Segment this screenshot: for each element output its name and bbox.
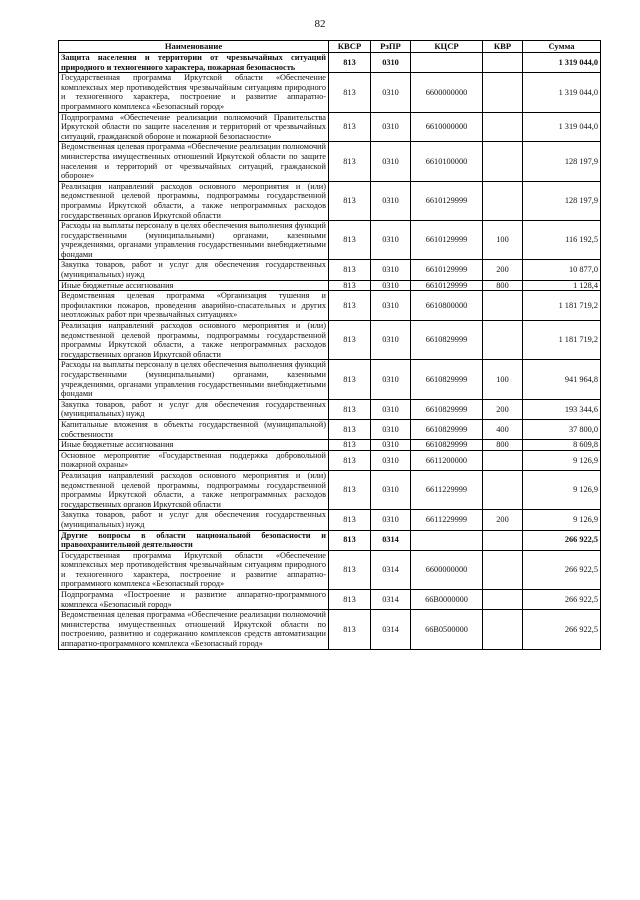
cell-kvsr: 813 — [329, 510, 371, 530]
cell-kcsr: 6610129999 — [411, 280, 483, 291]
cell-kvsr: 813 — [329, 53, 371, 73]
cell-kvsr: 813 — [329, 321, 371, 360]
cell-kvsr: 813 — [329, 550, 371, 589]
cell-sum: 941 964,8 — [523, 360, 601, 399]
cell-name: Реализация направлений расходов основного мероприятия и (или) ведомственной целевой программы, подпрограммы государственной программы Иркутской области, а также непрограммных расходов государственных органов Иркутской области — [59, 470, 329, 509]
cell-kvr — [483, 181, 523, 220]
table-row — [59, 450, 601, 470]
cell-kvsr: 813 — [329, 610, 371, 649]
cell-kcsr: 66В0000000 — [411, 590, 483, 610]
cell-kvsr: 813 — [329, 419, 371, 439]
cell-kvsr: 813 — [329, 260, 371, 280]
table-body — [59, 53, 601, 650]
table-row — [59, 530, 601, 550]
cell-rzpr: 0310 — [371, 291, 411, 321]
cell-name: Государственная программа Иркутской области «Обеспечение комплексных мер противодействия чрезвычайным ситуациям природного и техногенного характера, построение и развитие аппаратно-программного комплекса «Безопасный город» — [59, 73, 329, 112]
header-name: Наименование — [59, 41, 329, 53]
cell-kvr: 200 — [483, 260, 523, 280]
cell-rzpr: 0314 — [371, 590, 411, 610]
cell-sum: 128 197,9 — [523, 142, 601, 181]
cell-sum: 1 128,4 — [523, 280, 601, 291]
cell-sum: 193 344,6 — [523, 399, 601, 419]
cell-name: Ведомственная целевая программа «Обеспечение реализации полномочий министерства имущественных отношений Иркутской области по защите населения и территорий от чрезвычайных ситуаций, гражданской обороне» — [59, 142, 329, 181]
table-row — [59, 419, 601, 439]
cell-sum: 116 192,5 — [523, 221, 601, 260]
cell-sum: 8 609,8 — [523, 440, 601, 451]
cell-rzpr: 0310 — [371, 73, 411, 112]
cell-kcsr: 6610829999 — [411, 399, 483, 419]
cell-kcsr: 6611200000 — [411, 450, 483, 470]
cell-kvr — [483, 112, 523, 142]
cell-sum: 1 181 719,2 — [523, 291, 601, 321]
table-row — [59, 440, 601, 451]
table-row — [59, 291, 601, 321]
cell-kvsr: 813 — [329, 142, 371, 181]
table-row — [59, 470, 601, 509]
header-rzpr: РзПР — [371, 41, 411, 53]
cell-name: Защита населения и территории от чрезвычайных ситуаций природного и техногенного характера, пожарная безопасность — [59, 53, 329, 73]
cell-kvr — [483, 450, 523, 470]
cell-kvr — [483, 321, 523, 360]
header-kvsr: КВСР — [329, 41, 371, 53]
cell-rzpr: 0314 — [371, 550, 411, 589]
cell-rzpr: 0310 — [371, 321, 411, 360]
cell-rzpr: 0310 — [371, 142, 411, 181]
cell-sum: 266 922,5 — [523, 530, 601, 550]
cell-rzpr: 0310 — [371, 399, 411, 419]
header-kcsr: КЦСР — [411, 41, 483, 53]
table-row — [59, 221, 601, 260]
cell-kvr — [483, 530, 523, 550]
cell-name: Ведомственная целевая программа «Организация тушения и профилактики пожаров, проведения аварийно-спасательных и других неотложных работ при чрезвычайных ситуациях» — [59, 291, 329, 321]
cell-kvr: 200 — [483, 399, 523, 419]
cell-kcsr: 6610100000 — [411, 142, 483, 181]
cell-rzpr: 0310 — [371, 360, 411, 399]
cell-kvr: 100 — [483, 360, 523, 399]
cell-kcsr: 6611229999 — [411, 510, 483, 530]
cell-kvsr: 813 — [329, 450, 371, 470]
cell-kvr — [483, 610, 523, 649]
cell-sum: 9 126,9 — [523, 470, 601, 509]
cell-rzpr: 0310 — [371, 260, 411, 280]
cell-rzpr: 0310 — [371, 450, 411, 470]
cell-kvr — [483, 291, 523, 321]
cell-kvsr: 813 — [329, 73, 371, 112]
table-row — [59, 181, 601, 220]
cell-kcsr: 6600000000 — [411, 73, 483, 112]
cell-rzpr: 0310 — [371, 470, 411, 509]
cell-sum: 266 922,5 — [523, 610, 601, 649]
cell-kcsr — [411, 53, 483, 73]
cell-name: Другие вопросы в области национальной безопасности и правоохранительной деятельности — [59, 530, 329, 550]
table-row — [59, 399, 601, 419]
cell-name: Расходы на выплаты персоналу в целях обеспечения выполнения функций государственными (муниципальными) органами, казенными учреждениями, органами управления государственными внебюджетными фондами — [59, 360, 329, 399]
cell-name: Капитальные вложения в объекты государственной (муниципальной) собственности — [59, 419, 329, 439]
table-row — [59, 280, 601, 291]
cell-kvsr: 813 — [329, 440, 371, 451]
header-kvr: КВР — [483, 41, 523, 53]
table-row — [59, 590, 601, 610]
table-row — [59, 260, 601, 280]
table-row — [59, 550, 601, 589]
cell-sum: 1 319 044,0 — [523, 53, 601, 73]
table-row — [59, 360, 601, 399]
cell-kcsr — [411, 530, 483, 550]
table-row — [59, 112, 601, 142]
cell-rzpr: 0310 — [371, 280, 411, 291]
cell-sum: 266 922,5 — [523, 550, 601, 589]
cell-name: Подпрограмма «Построение и развитие аппаратно-программного комплекса «Безопасный город» — [59, 590, 329, 610]
header-sum: Сумма — [523, 41, 601, 53]
cell-rzpr: 0310 — [371, 419, 411, 439]
table-row — [59, 510, 601, 530]
cell-kvsr: 813 — [329, 280, 371, 291]
cell-kcsr: 6610129999 — [411, 260, 483, 280]
cell-kvr — [483, 550, 523, 589]
cell-name: Закупка товаров, работ и услуг для обеспечения государственных (муниципальных) нужд — [59, 399, 329, 419]
cell-rzpr: 0310 — [371, 112, 411, 142]
cell-kvr — [483, 590, 523, 610]
cell-rzpr: 0310 — [371, 53, 411, 73]
cell-kvsr: 813 — [329, 181, 371, 220]
cell-kvsr: 813 — [329, 399, 371, 419]
cell-kcsr: 6610129999 — [411, 221, 483, 260]
cell-kcsr: 6610129999 — [411, 181, 483, 220]
cell-sum: 9 126,9 — [523, 510, 601, 530]
cell-kvsr: 813 — [329, 470, 371, 509]
budget-table — [58, 40, 601, 650]
table-row — [59, 73, 601, 112]
cell-kcsr: 6600000000 — [411, 550, 483, 589]
table-row — [59, 321, 601, 360]
cell-sum: 37 800,0 — [523, 419, 601, 439]
cell-name: Иные бюджетные ассигнования — [59, 280, 329, 291]
table-row — [59, 610, 601, 649]
cell-rzpr: 0310 — [371, 181, 411, 220]
cell-kcsr: 6610829999 — [411, 440, 483, 451]
cell-kvsr: 813 — [329, 112, 371, 142]
cell-sum: 128 197,9 — [523, 181, 601, 220]
cell-sum: 266 922,5 — [523, 590, 601, 610]
cell-kvr — [483, 73, 523, 112]
cell-kvr — [483, 53, 523, 73]
cell-rzpr: 0310 — [371, 510, 411, 530]
cell-name: Реализация направлений расходов основного мероприятия и (или) ведомственной целевой программы, подпрограммы государственной программы Иркутской области, а также непрограммных расходов государственных органов Иркутской области — [59, 321, 329, 360]
cell-kcsr: 66В0500000 — [411, 610, 483, 649]
cell-name: Основное мероприятие «Государственная поддержка добровольной пожарной охраны» — [59, 450, 329, 470]
cell-rzpr: 0310 — [371, 221, 411, 260]
cell-sum: 1 319 044,0 — [523, 112, 601, 142]
cell-kvr: 800 — [483, 440, 523, 451]
table-row — [59, 53, 601, 73]
cell-kcsr: 6610829999 — [411, 321, 483, 360]
cell-kcsr: 6610800000 — [411, 291, 483, 321]
cell-name: Реализация направлений расходов основного мероприятия и (или) ведомственной целевой программы, подпрограммы государственной программы Иркутской области, а также непрограммных расходов государственных органов Иркутской области — [59, 181, 329, 220]
cell-kvsr: 813 — [329, 221, 371, 260]
cell-rzpr: 0314 — [371, 610, 411, 649]
table-row — [59, 142, 601, 181]
cell-sum: 10 877,0 — [523, 260, 601, 280]
page-number: 82 — [314, 18, 326, 30]
cell-kcsr: 6610000000 — [411, 112, 483, 142]
cell-kcsr: 6610829999 — [411, 419, 483, 439]
cell-name: Подпрограмма «Обеспечение реализации полномочий Правительства Иркутской области по защите населения и территорий от чрезвычайных ситуаций, гражданской обороне и пожарной безопасности» — [59, 112, 329, 142]
cell-kcsr: 6611229999 — [411, 470, 483, 509]
cell-kvr: 200 — [483, 510, 523, 530]
cell-sum: 1 319 044,0 — [523, 73, 601, 112]
cell-name: Расходы на выплаты персоналу в целях обеспечения выполнения функций государственными (муниципальными) органами, казенными учреждениями, органами управления государственными внебюджетными фондами — [59, 221, 329, 260]
cell-kvsr: 813 — [329, 530, 371, 550]
cell-kcsr: 6610829999 — [411, 360, 483, 399]
cell-kvr: 100 — [483, 221, 523, 260]
cell-name: Иные бюджетные ассигнования — [59, 440, 329, 451]
cell-kvr — [483, 142, 523, 181]
cell-kvsr: 813 — [329, 360, 371, 399]
cell-name: Государственная программа Иркутской области «Обеспечение комплексных мер противодействия чрезвычайным ситуациям природного и техногенного характера, построение и развитие аппаратно-программного комплекса «Безопасный город» — [59, 550, 329, 589]
cell-kvr — [483, 470, 523, 509]
cell-sum: 9 126,9 — [523, 450, 601, 470]
cell-name: Ведомственная целевая программа «Обеспечение реализации полномочий министерства имущественных отношений Иркутской области по построению, развитию и содержанию комплексов средств автоматизации аппаратно-программного комплекса «Безопасный город» — [59, 610, 329, 649]
cell-kvsr: 813 — [329, 291, 371, 321]
cell-kvr: 800 — [483, 280, 523, 291]
cell-name: Закупка товаров, работ и услуг для обеспечения государственных (муниципальных) нужд — [59, 510, 329, 530]
cell-rzpr: 0310 — [371, 440, 411, 451]
cell-kvsr: 813 — [329, 590, 371, 610]
table-header-row — [59, 41, 601, 53]
cell-rzpr: 0314 — [371, 530, 411, 550]
cell-sum: 1 181 719,2 — [523, 321, 601, 360]
cell-kvr: 400 — [483, 419, 523, 439]
cell-name: Закупка товаров, работ и услуг для обеспечения государственных (муниципальных) нужд — [59, 260, 329, 280]
